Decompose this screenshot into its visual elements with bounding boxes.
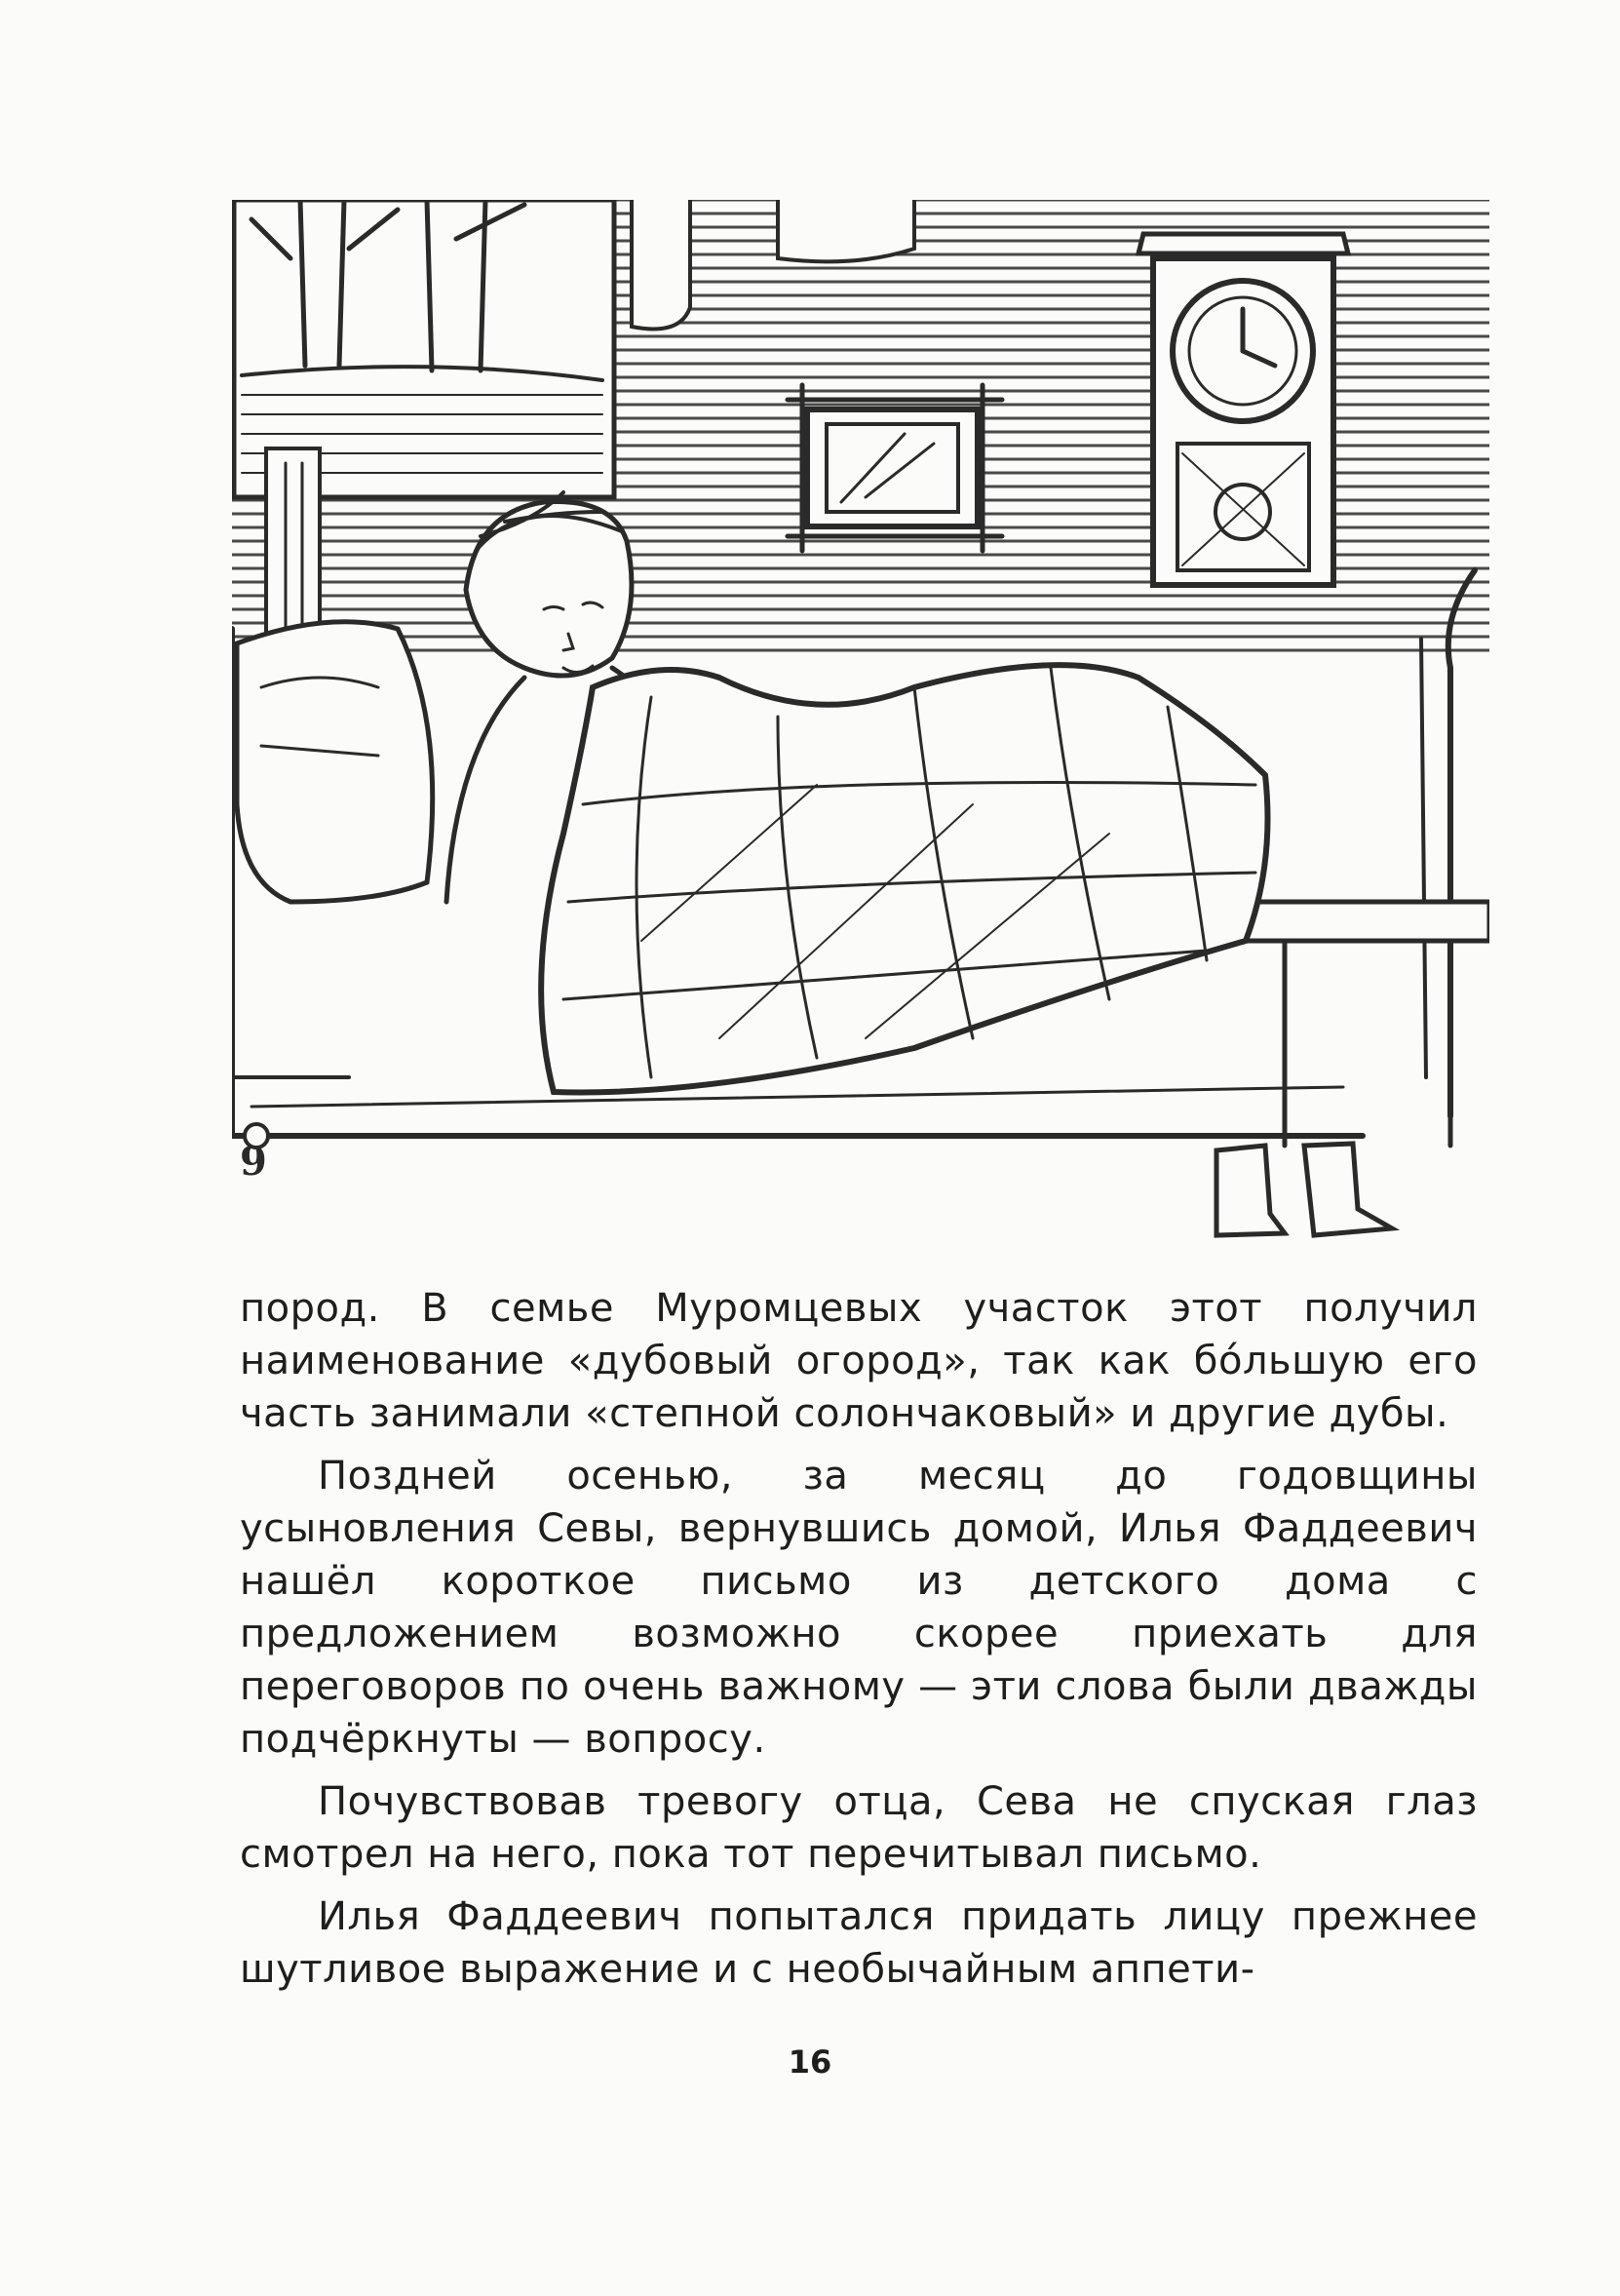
wall-picture	[788, 385, 1002, 551]
paragraph-2: Поздней осенью, за месяц до годовщины усыновления Севы, вернувшись домой, Илья Фаддеевич нашёл короткое письмо из детского дома с предложением возможно скорее приехать для переговоров по очень важному — эти слова были дважды подчёркнуты — вопросу.	[240, 1454, 1478, 1762]
pillow	[237, 622, 433, 902]
illustration-drawing	[232, 200, 1489, 1253]
page-number: 16	[788, 2043, 832, 2081]
paragraph-3: Почувствовав тревогу отца, Сева не спуская глаз смотрел на него, пока тот перечитывал письмо.	[240, 1779, 1478, 1877]
checkered-blanket	[541, 665, 1267, 1092]
paragraph-1: пород. В семье Муромцевых участок этот получил наименование «дубовый огород», так как бо́льшую его часть занимали «степной солончаковый» и другие дубы.	[240, 1286, 1478, 1436]
body-text	[240, 1282, 1478, 1996]
artist-signature: 9	[240, 1139, 267, 1185]
paragraph-4: Илья Фаддеевич попытался придать лицу прежнее шутливое выражение и с необычайным аппети-	[240, 1894, 1478, 1992]
wall-clock	[1138, 234, 1348, 585]
boots	[1216, 1144, 1392, 1235]
bedroom-illustration	[232, 200, 1489, 1253]
